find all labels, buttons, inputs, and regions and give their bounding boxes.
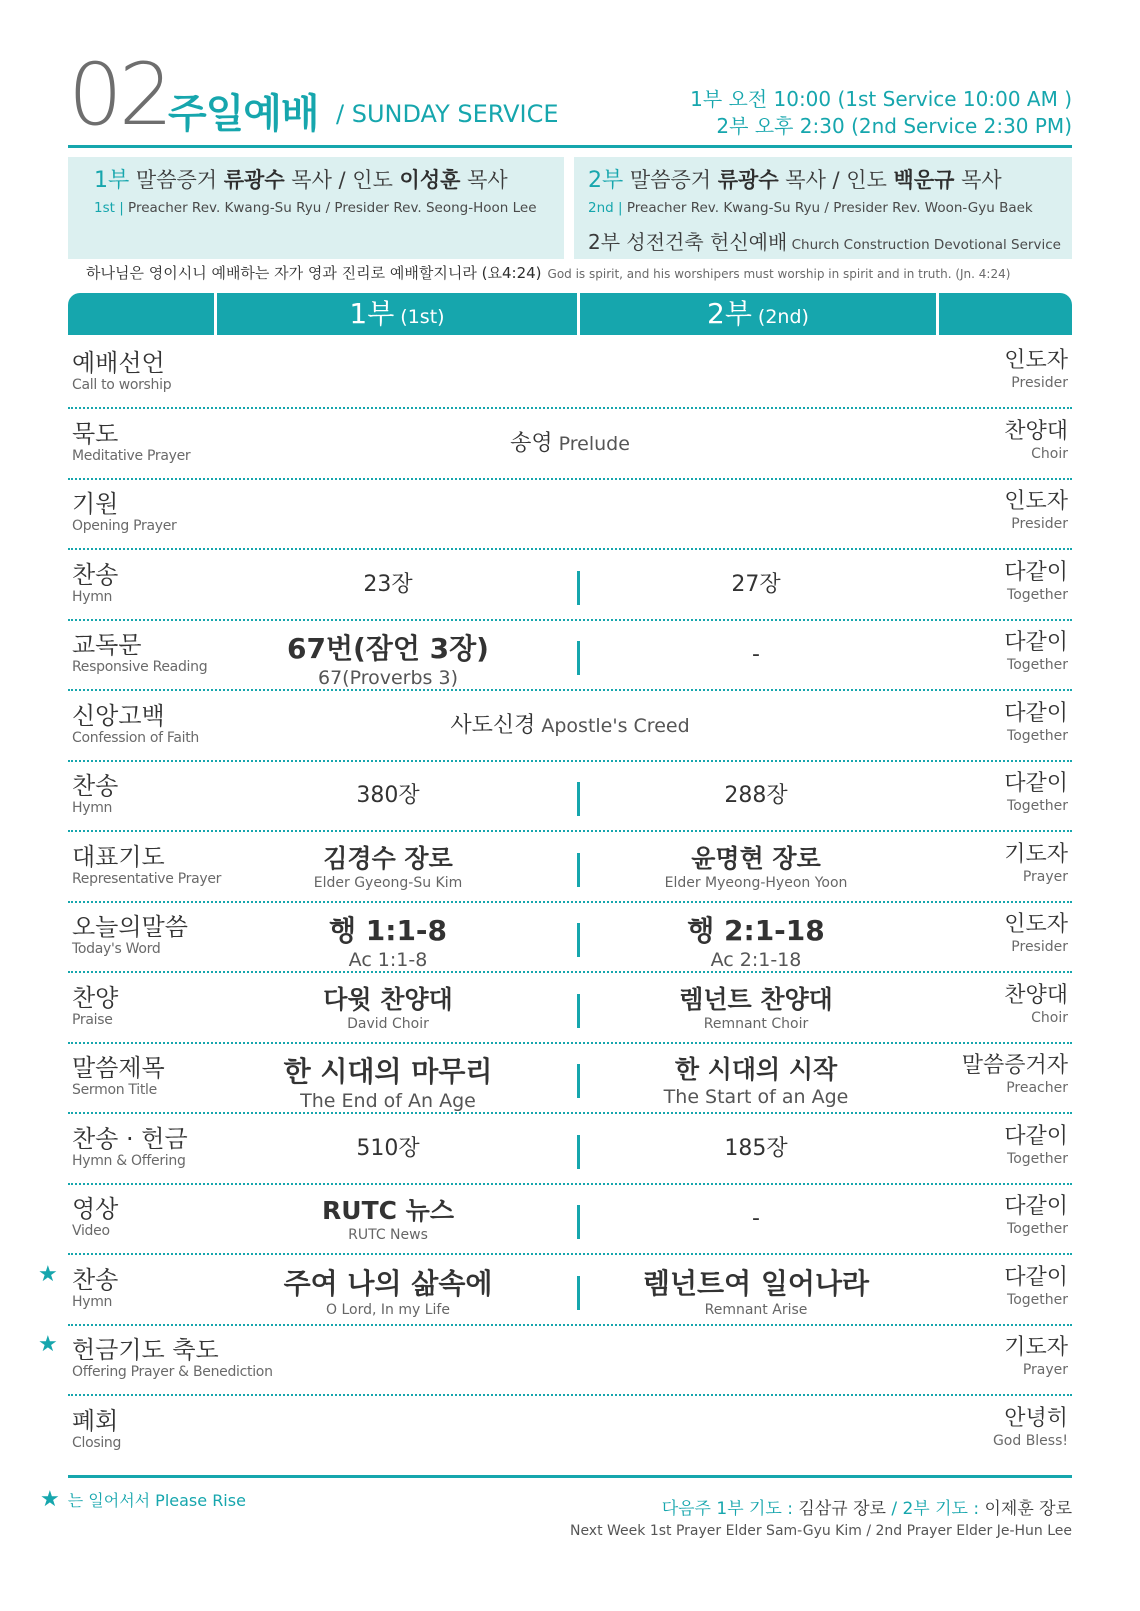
- role-english: Choir: [1031, 446, 1068, 462]
- item-english: Praise: [72, 1012, 113, 1028]
- next-week-first-name: 김삼규 장로: [798, 1499, 886, 1519]
- first-service-time: 1부 오전 10:00 (1st Service 10:00 AM ): [690, 87, 1072, 111]
- title-suffix: 목사: [954, 168, 1002, 192]
- item-korean: 영상: [72, 1195, 119, 1223]
- special-service-ko: 2부 성전건축 헌신예배: [588, 230, 788, 254]
- item-english: Offering Prayer & Benediction: [72, 1364, 273, 1380]
- scripture-verse: [86, 262, 1072, 283]
- footer-divider: [68, 1475, 1072, 1478]
- ministers-en-text: Preacher Rev. Kwang-Su Ryu / Presider Rev. Woon-Gyu Baek: [622, 200, 1033, 216]
- first-service-sub: Elder Gyeong-Su Kim: [313, 875, 463, 891]
- service-row: [38, 1324, 1072, 1396]
- special-service-label: [588, 226, 1061, 255]
- first-service-value: RUTC 뉴스: [322, 1196, 454, 1225]
- role-korean: 다같이: [1004, 1265, 1068, 1290]
- table-header: [68, 293, 1072, 335]
- role-english: Prayer: [1022, 1362, 1068, 1378]
- item-english: Hymn: [72, 800, 113, 816]
- item-korean: 기원: [72, 490, 119, 518]
- service-row: [68, 901, 1072, 973]
- column-divider: [577, 994, 580, 1028]
- item-korean: 오늘의말씀: [72, 913, 188, 941]
- item-korean: 폐회: [72, 1407, 119, 1435]
- role-english: God Bless!: [992, 1433, 1068, 1449]
- shared-item: [268, 690, 872, 762]
- role-korean: 다같이: [1004, 771, 1068, 796]
- please-rise-text: 는 일어서서 Please Rise: [67, 1491, 246, 1510]
- second-service-ministers-en: [588, 200, 1058, 216]
- first-service-value: 510장: [356, 1136, 420, 1161]
- section-number: 02: [68, 45, 170, 145]
- first-service-value: 67번(잠언 3장): [287, 632, 489, 665]
- role-korean: 기도자: [1004, 842, 1068, 867]
- first-service-value: 다윗 찬양대: [323, 985, 453, 1014]
- column-first-en: (1st): [400, 306, 445, 328]
- item-english: Video: [72, 1223, 110, 1239]
- second-service-sub: Remnant Choir: [703, 1016, 809, 1032]
- first-service-sub: David Choir: [347, 1016, 429, 1032]
- role-english: Preacher: [1006, 1080, 1068, 1096]
- role-english: Presider: [1011, 516, 1068, 532]
- column-divider: [577, 1064, 580, 1098]
- next-week-en: Next Week 1st Prayer Elder Sam-Gyu Kim / 2nd Prayer Elder Je-Hun Lee: [569, 1523, 1072, 1539]
- role-english: Together: [1007, 728, 1068, 744]
- column-divider: [577, 641, 580, 675]
- item-english: Hymn: [72, 589, 113, 605]
- second-service-cell: [591, 1113, 921, 1185]
- first-service-cell: [223, 831, 553, 903]
- ministers-en-text: Preacher Rev. Kwang-Su Ryu / Presider Rev. Seong-Hoon Lee: [123, 200, 537, 216]
- item-korean: 찬양: [72, 984, 119, 1012]
- second-service-cell: [591, 901, 921, 973]
- shared-item: [268, 408, 872, 480]
- star-icon: ★: [40, 1487, 60, 1512]
- role-korean: 인도자: [1004, 912, 1068, 937]
- column-second-en: (2nd): [757, 306, 809, 328]
- first-service-value: 김경수 장로: [323, 844, 453, 873]
- first-service-value: 380장: [356, 783, 420, 808]
- first-service-sub: RUTC News: [348, 1227, 428, 1243]
- item-korean: 대표기도: [72, 843, 165, 871]
- item-english: Closing: [72, 1435, 122, 1451]
- item-english: Opening Prayer: [72, 518, 177, 534]
- second-service-cell: [591, 972, 921, 1044]
- first-service-sub: 67(Proverbs 3): [318, 667, 458, 689]
- service-row: [68, 1042, 1072, 1114]
- role-korean: 다같이: [1004, 560, 1068, 585]
- second-part-en: 2nd |: [588, 200, 623, 216]
- second-service-value: 렘넌트여 일어나라: [642, 1267, 870, 1300]
- role-english: Presider: [1011, 375, 1068, 391]
- shared-item-ko: 송영: [510, 431, 553, 456]
- role-korean: 다같이: [1004, 630, 1068, 655]
- second-service-value: 행 2:1-18: [687, 914, 825, 947]
- verse-korean: 하나님은 영이시니 예배하는 자가 영과 진리로 예배할지니라 (요4:24): [86, 264, 542, 282]
- first-service-cell: [223, 1183, 553, 1255]
- item-korean: 교독문: [72, 631, 142, 659]
- column-divider: [577, 853, 580, 887]
- item-english: Confession of Faith: [72, 730, 199, 746]
- service-row: [68, 1113, 1072, 1185]
- role-english: Together: [1007, 657, 1068, 673]
- first-service-cell: [223, 1042, 553, 1114]
- special-service-en: Church Construction Devotional Service: [787, 237, 1061, 253]
- presider-label: 목사 / 인도: [284, 168, 400, 192]
- page-header: [68, 45, 1072, 148]
- service-row: [68, 1183, 1072, 1255]
- service-row: [38, 1254, 1072, 1326]
- shared-item-ko: 사도신경: [450, 713, 536, 738]
- please-rise-note: [40, 1487, 246, 1512]
- first-service-ministers-en: [94, 200, 550, 216]
- second-service-sub: Remnant Arise: [704, 1302, 808, 1318]
- service-row: [68, 619, 1072, 691]
- column-divider: [577, 1205, 580, 1239]
- sermon-label: 말씀증거: [623, 168, 718, 192]
- second-service-value: 렘넌트 찬양대: [679, 985, 833, 1014]
- second-service-sub: Ac 2:1-18: [710, 949, 802, 971]
- next-week-second-label: / 2부 기도 :: [885, 1499, 985, 1519]
- title-english: / SUNDAY SERVICE: [336, 100, 559, 128]
- first-service-value: 행 1:1-8: [328, 914, 448, 947]
- next-week-ko: [570, 1494, 1072, 1519]
- first-service-sub: The End of An Age: [300, 1090, 476, 1112]
- item-korean: 예배선언: [72, 349, 165, 377]
- second-service-time: 2부 오후 2:30 (2nd Service 2:30 PM): [716, 114, 1072, 138]
- first-service-sub: Ac 1:1-8: [348, 949, 428, 971]
- second-service-cell: [591, 831, 921, 903]
- header-separator: [936, 293, 939, 335]
- second-service-value: -: [752, 1206, 760, 1231]
- item-korean: 찬송: [72, 561, 119, 589]
- shared-item-en: Apostle's Creed: [541, 715, 690, 737]
- column-second-label: 2부: [707, 297, 752, 330]
- item-english: Responsive Reading: [72, 659, 208, 675]
- star-icon: ★: [38, 1262, 58, 1287]
- role-korean: 안녕히: [1004, 1406, 1068, 1431]
- role-korean: 다같이: [1004, 1194, 1068, 1219]
- shared-item-en: Prelude: [558, 433, 630, 455]
- preacher-name: 류광수: [717, 168, 779, 192]
- service-times: [690, 86, 1072, 140]
- second-service-sub: Elder Myeong-Hyeon Yoon: [664, 875, 848, 891]
- item-korean: 말씀제목: [72, 1054, 165, 1082]
- item-korean: 신앙고백: [72, 702, 165, 730]
- preacher-name: 류광수: [223, 168, 285, 192]
- column-second-service: [580, 293, 936, 335]
- next-week-first-label: 다음주 1부 기도 :: [661, 1499, 799, 1519]
- service-row: [68, 690, 1072, 762]
- first-service-value: 23장: [363, 572, 413, 597]
- role-korean: 기도자: [1004, 1335, 1068, 1360]
- role-english: Presider: [1011, 939, 1068, 955]
- column-first-label: 1부: [349, 297, 395, 330]
- first-service-ministers-ko: [94, 163, 550, 194]
- role-korean: 찬양대: [1004, 419, 1068, 444]
- role-english: Together: [1007, 1151, 1068, 1167]
- role-korean: 찬양대: [1004, 983, 1068, 1008]
- role-korean: 인도자: [1004, 489, 1068, 514]
- second-part-label: 2부: [588, 168, 624, 193]
- first-service-cell: [223, 619, 553, 691]
- role-korean: 인도자: [1004, 348, 1068, 373]
- column-divider: [577, 571, 580, 605]
- first-service-cell: [223, 1254, 553, 1326]
- second-service-info-box: [574, 157, 1072, 259]
- first-service-info-box: [68, 157, 564, 259]
- title-korean: 주일예배: [168, 91, 319, 137]
- role-korean: 다같이: [1004, 1124, 1068, 1149]
- service-row: [68, 1395, 1072, 1467]
- first-service-cell: [223, 760, 553, 832]
- role-korean: 다같이: [1004, 701, 1068, 726]
- item-english: Hymn & Offering: [72, 1153, 186, 1169]
- item-korean: 헌금기도 축도: [72, 1336, 219, 1364]
- second-service-value: 한 시대의 시작: [674, 1055, 838, 1084]
- item-english: Representative Prayer: [72, 871, 222, 887]
- column-divider: [577, 782, 580, 816]
- first-service-cell: [223, 1113, 553, 1185]
- second-service-value: -: [752, 642, 760, 667]
- second-service-cell: [591, 1254, 921, 1326]
- service-row: [68, 408, 1072, 480]
- next-week-second-name: 이제훈 장로: [984, 1499, 1072, 1519]
- second-service-sub: The Start of an Age: [663, 1086, 849, 1108]
- second-service-cell: [591, 760, 921, 832]
- second-service-value: 27장: [731, 572, 781, 597]
- role-korean: 말씀증거자: [961, 1053, 1068, 1078]
- column-divider: [577, 1135, 580, 1169]
- column-divider: [577, 923, 580, 957]
- second-service-cell: [591, 1183, 921, 1255]
- star-icon: ★: [38, 1332, 58, 1357]
- item-english: Today's Word: [72, 941, 161, 957]
- role-english: Prayer: [1022, 869, 1068, 885]
- second-service-value: 185장: [724, 1136, 788, 1161]
- first-service-cell: [223, 972, 553, 1044]
- service-row: [68, 549, 1072, 621]
- service-row: [68, 831, 1072, 903]
- item-english: Hymn: [72, 1294, 113, 1310]
- presider-name: 백운규: [893, 168, 955, 192]
- presider-name: 이성훈: [399, 168, 461, 192]
- first-part-en: 1st |: [94, 200, 124, 216]
- item-english: Sermon Title: [72, 1082, 157, 1098]
- second-service-value: 윤명현 장로: [691, 844, 821, 873]
- first-service-cell: [223, 901, 553, 973]
- service-row: [68, 337, 1072, 409]
- role-english: Together: [1007, 1221, 1068, 1237]
- second-service-value: 288장: [724, 783, 788, 808]
- item-english: Call to worship: [72, 377, 172, 393]
- second-service-cell: [591, 1042, 921, 1114]
- role-english: Together: [1007, 587, 1068, 603]
- presider-label: 목사 / 인도: [778, 168, 894, 192]
- first-service-value: 주여 나의 삶속에: [283, 1267, 493, 1300]
- item-english: Meditative Prayer: [72, 448, 191, 464]
- column-first-service: [217, 293, 577, 335]
- first-service-value: 한 시대의 마무리: [283, 1055, 493, 1088]
- service-row: [68, 478, 1072, 550]
- first-part-label: 1부: [94, 168, 130, 193]
- role-english: Together: [1007, 798, 1068, 814]
- service-row: [68, 760, 1072, 832]
- first-service-cell: [223, 549, 553, 621]
- sermon-label: 말씀증거: [129, 168, 224, 192]
- verse-english: God is spirit, and his worshipers must worship in spirit and in truth. (Jn. 4:24): [547, 267, 1011, 281]
- role-english: Together: [1007, 1292, 1068, 1308]
- title-suffix: 목사: [460, 168, 508, 192]
- service-row: [68, 972, 1072, 1044]
- second-service-cell: [591, 619, 921, 691]
- item-korean: 찬송: [72, 772, 119, 800]
- item-korean: 찬송 · 헌금: [72, 1125, 188, 1153]
- second-service-ministers-ko: [588, 163, 1058, 194]
- role-english: Choir: [1031, 1010, 1068, 1026]
- header-divider: [68, 145, 1072, 148]
- next-week-prayer: [570, 1494, 1072, 1539]
- column-divider: [577, 1276, 580, 1310]
- first-service-sub: O Lord, In my Life: [326, 1302, 450, 1318]
- item-korean: 찬송: [72, 1266, 119, 1294]
- second-service-cell: [591, 549, 921, 621]
- item-korean: 묵도: [72, 420, 119, 448]
